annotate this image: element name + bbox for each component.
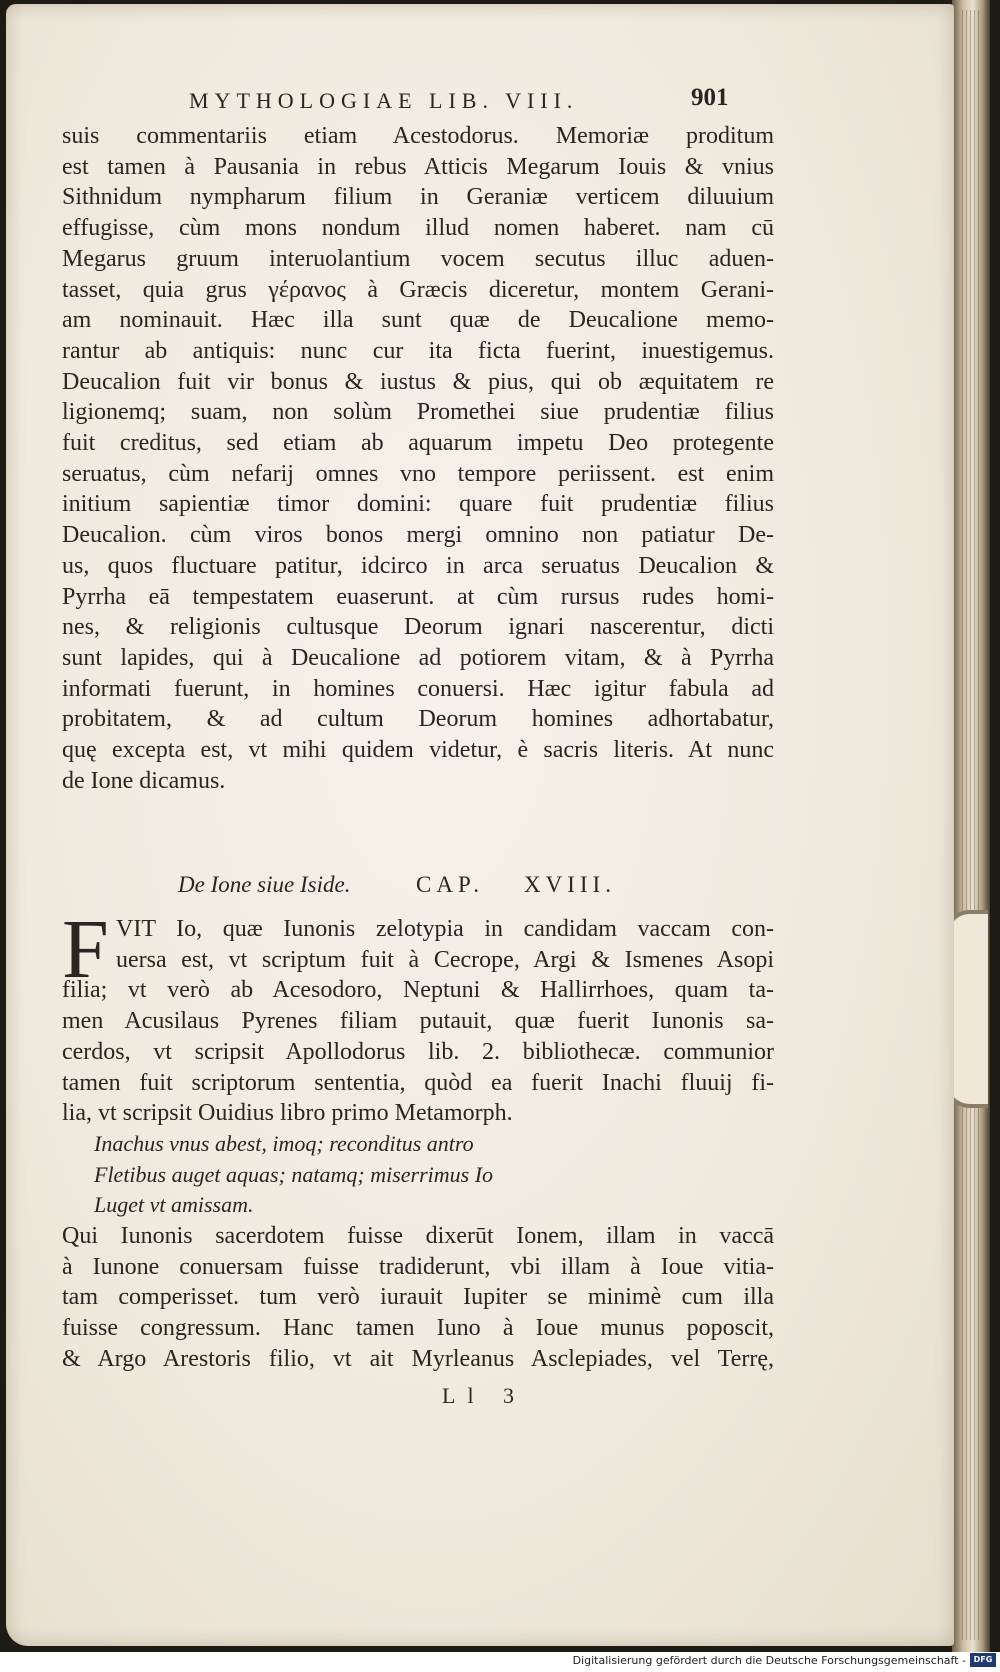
chapter-title: De Ione siue Iside.	[178, 872, 351, 897]
text-line: quę excepta est, vt mihi quidem videtur, è sacris literis. At nunc	[62, 737, 774, 764]
text-line: VIT Io, quæ Iunonis zelotypia in candidam vaccam con-	[116, 916, 774, 942]
text-line: lia, vt scripsit Ouidius libro primo Metamorph.	[62, 1100, 513, 1127]
text-line: effugisse, cùm mons nondum illud nomen haberet. nam cū	[62, 215, 774, 242]
text-line: am nominauit. Hæc illa sunt quæ de Deucalione memo-	[62, 307, 774, 334]
body-text	[62, 121, 774, 796]
running-head: MYTHOLOGIAE LIB. VIII.	[189, 88, 579, 113]
text-line: seruatus, cùm nefarij omnes vno tempore periissent. est enim	[62, 460, 774, 487]
text-line: men Acusilaus Pyrenes filiam putauit, quæ fuerit Iunonis sa-	[62, 1008, 774, 1035]
text-line: fuit creditus, sed etiam ab aquarum impetu Deo protegente	[62, 430, 774, 457]
text-line: initium sapientiæ timor domini: quare fuit prudentiæ filius	[62, 491, 774, 518]
text-line: cerdos, vt scripsit Apollodorus lib. 2. bibliothecæ. communior	[62, 1038, 774, 1065]
text-line: filia; vt verò ab Acesodoro, Neptuni & Hallirrhoes, quam ta-	[62, 977, 774, 1004]
text-line: rantur ab antiquis: nunc cur ita ficta fuerint, inuestigemus.	[62, 337, 774, 364]
text-line: ligionemq; suam, non solùm Promethei siue prudentiæ filius	[62, 399, 774, 426]
text-line: probitatem, & ad cultum Deorum homines adhortabatur,	[62, 706, 774, 733]
chapter-label: CAP.	[416, 872, 484, 897]
text-line: suis commentariis etiam Acestodorus. Memoriæ proditum	[62, 123, 774, 149]
chapter-number: XVIII.	[524, 872, 616, 897]
funding-credit: Digitalisierung gefördert durch die Deutsche Forschungsgemeinschaft -	[572, 1654, 966, 1667]
text-line: Sithnidum nympharum filium in Geraniæ verticem diluuium	[62, 184, 774, 211]
drop-cap: F	[62, 903, 109, 996]
text-line: Deucalion fuit vir bonus & iustus & pius, qui ob æquitatem re	[62, 368, 774, 395]
text-line: tamen fuit scriptorum sententia, quòd ea fuerit Inachi fluuij fi-	[62, 1069, 774, 1096]
page-number: 901	[691, 84, 729, 111]
text-line: tasset, quia grus γέρανος à Græcis diceretur, montem Gerani-	[62, 276, 774, 303]
text-line: Megarus gruum interuolantium vocem secutus illuc aduen-	[62, 245, 774, 272]
verse-line: Luget vt amissam.	[94, 1192, 254, 1218]
text-line: nes, & religionis cultusque Deorum ignari nascerentur, dicti	[62, 614, 774, 641]
chapter-text	[62, 903, 774, 1375]
chapter-heading	[178, 872, 778, 898]
text-line: uersa est, vt scriptum fuit à Cecrope, Argi & Ismenes Asopi	[116, 946, 774, 973]
text-line: fuisse congressum. Hanc tamen Iuno à Ioue munus poposcit,	[62, 1315, 774, 1342]
text-line: & Argo Arestoris filio, vt ait Myrleanus Asclepiades, vel Terrę,	[62, 1345, 774, 1372]
verse-line: Inachus vnus abest, imoq; reconditus antro	[94, 1130, 474, 1156]
book-page	[6, 4, 954, 1646]
dfg-logo: DFG	[970, 1653, 996, 1667]
text-line: est tamen à Pausania in rebus Atticis Megarum Iouis & vnius	[62, 153, 774, 180]
text-line: sunt lapides, qui à Deucalione ad potiorem vitam, & à Pyrrha	[62, 644, 774, 671]
signature-mark: Ll 3	[442, 1383, 527, 1408]
text-line: de Ione dicamus.	[62, 767, 226, 794]
text-line: tam comperisset. tum verò iurauit Iupiter se minimè cum illa	[62, 1284, 774, 1311]
text-line: Qui Iunonis sacerdotem fuisse dixerūt Ionem, illam in vaccā	[62, 1223, 774, 1250]
text-line: Pyrrha eā tempestatem euaserunt. at cùm rursus rudes homi-	[62, 583, 774, 610]
page-edge-lines	[962, 10, 982, 1640]
text-line: informati fuerunt, in homines conuersi. Hæc igitur fabula ad	[62, 675, 774, 702]
verse-line: Fletibus auget aquas; natamq; miserrimus Io	[94, 1161, 494, 1187]
text-line: us, quos fluctuare patitur, idcirco in arca seruatus Deucalion &	[62, 552, 774, 579]
text-line: à Iunone conuersam fuisse tradiderunt, vbi illam à Ioue vitia-	[62, 1253, 774, 1280]
text-line: Deucalion. cùm viros bonos mergi omnino non patiatur De-	[62, 522, 774, 549]
